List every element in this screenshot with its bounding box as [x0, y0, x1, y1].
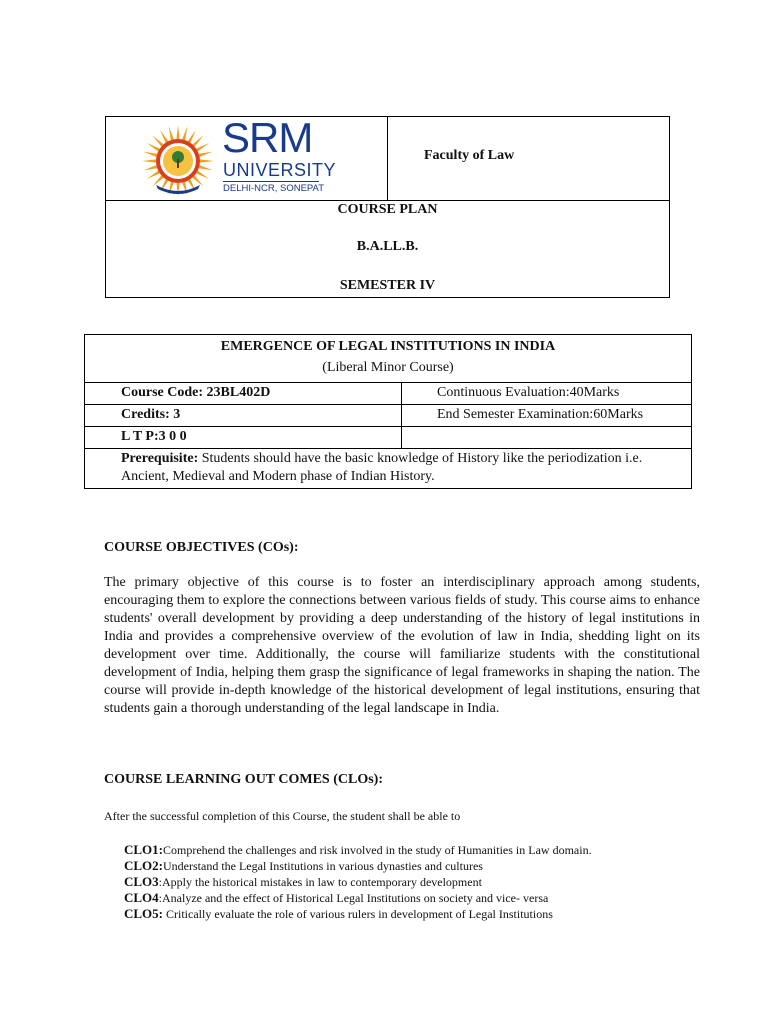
- course-plan-heading: COURSE PLAN: [337, 202, 438, 217]
- sun-ray: [143, 152, 157, 157]
- header-top-row: [106, 114, 669, 201]
- table-divider: [85, 382, 691, 383]
- table-divider: [85, 448, 691, 449]
- prerequisite-label: Prerequisite:: [121, 451, 199, 466]
- sun-ray: [143, 165, 157, 170]
- prerequisite-cell: [121, 450, 681, 486]
- outcomes-intro: After the successful completion of this Course, the student shall be able to: [104, 809, 461, 823]
- sun-ray: [188, 130, 196, 143]
- sun-ray: [192, 136, 203, 147]
- continuous-evaluation-cell: Continuous Evaluation:40Marks: [437, 385, 620, 400]
- ltp-cell: L T P:3 0 0: [121, 429, 187, 444]
- clo-text: Understand the Legal Institutions in various dynasties and cultures: [163, 859, 483, 873]
- sun-ray: [176, 125, 179, 139]
- list-item: [124, 874, 592, 890]
- course-title: EMERGENCE OF LEGAL INSTITUTIONS IN INDIA: [220, 339, 556, 354]
- course-info-table: [84, 334, 692, 489]
- sun-ray: [147, 143, 160, 151]
- table-divider: [85, 426, 691, 427]
- list-item: [124, 842, 592, 858]
- sun-emblem-icon: [140, 123, 216, 199]
- outcomes-list: [124, 842, 592, 922]
- objectives-paragraph: The primary objective of this course is to foster an interdisciplinary approach among students, encouraging them to explore the connections between various fields of study. This course aims to enhance students' overall development by providing a deep understanding of the history of legal institutions in India and provides a comprehensive overview of the evolution of law in India, shedding light on its development over time. Additionally, the course will familiarize students with the constitutional development of India, helping them grasp the significance of legal frameworks in shaping the nation. The course will provide in-depth knowledge of the historical development of legal institutions, ensuring that students gain a thorough understanding of the legal landscape in India.: [104, 575, 700, 716]
- clo-text: Critically evaluate the role of various rulers in development of Legal Institutions: [163, 907, 553, 921]
- list-item: [124, 858, 592, 874]
- list-item: [124, 890, 592, 906]
- sun-ray: [153, 175, 164, 186]
- sun-ray: [176, 183, 179, 197]
- sun-ray: [142, 159, 156, 162]
- clo-text: :Apply the historical mistakes in law to contemporary development: [158, 875, 482, 889]
- sun-ray: [196, 171, 209, 179]
- clo-text: :Analyze and the effect of Historical Legal Institutions on society and vice- versa: [158, 891, 549, 905]
- faculty-label: Faculty of Law: [424, 148, 515, 163]
- logo-university-text: UNIVERSITY: [223, 160, 337, 180]
- sun-ray: [199, 152, 213, 157]
- sun-ray: [153, 136, 164, 147]
- logo-location-text: DELHI-NCR, SONEPAT: [223, 183, 324, 194]
- semester-heading: SEMESTER IV: [339, 278, 436, 293]
- sun-ray: [200, 159, 214, 162]
- clo-code: CLO3: [124, 874, 159, 889]
- logo-brand-text: SRM: [222, 114, 313, 161]
- credits-cell: Credits: 3: [121, 407, 181, 422]
- clo-code: CLO2:: [124, 858, 163, 873]
- outcomes-heading: COURSE LEARNING OUT COMES (CLOs):: [104, 772, 383, 787]
- list-item: [124, 906, 592, 922]
- sun-ray: [182, 126, 187, 140]
- sun-ray: [199, 165, 213, 170]
- sun-ray: [147, 171, 160, 179]
- table-column-divider: [401, 383, 402, 449]
- clo-code: CLO5:: [124, 906, 163, 921]
- clo-text: Comprehend the challenges and risk involved in the study of Humanities in Law domain.: [163, 843, 592, 857]
- sun-ray: [160, 130, 168, 143]
- degree-heading: B.A.LL.B.: [356, 239, 419, 254]
- clo-code: CLO4: [124, 890, 159, 905]
- objectives-heading: COURSE OBJECTIVES (COs):: [104, 540, 299, 555]
- header-box: [105, 116, 670, 298]
- sun-ray: [196, 143, 209, 151]
- end-semester-cell: End Semester Examination:60Marks: [437, 407, 644, 422]
- logo-cell: [106, 114, 388, 201]
- sun-ray: [192, 175, 203, 186]
- logo-divider: [223, 181, 319, 182]
- table-divider: [85, 404, 691, 405]
- course-code-cell: Course Code: 23BL402D: [121, 385, 271, 400]
- sun-ray: [169, 126, 174, 140]
- clo-code: CLO1:: [124, 842, 163, 857]
- prerequisite-text: Students should have the basic knowledge of History like the periodization i.e. Ancient, Medieval and Modern phase of Indian History.: [121, 451, 643, 484]
- course-subtitle: (Liberal Minor Course): [322, 360, 454, 375]
